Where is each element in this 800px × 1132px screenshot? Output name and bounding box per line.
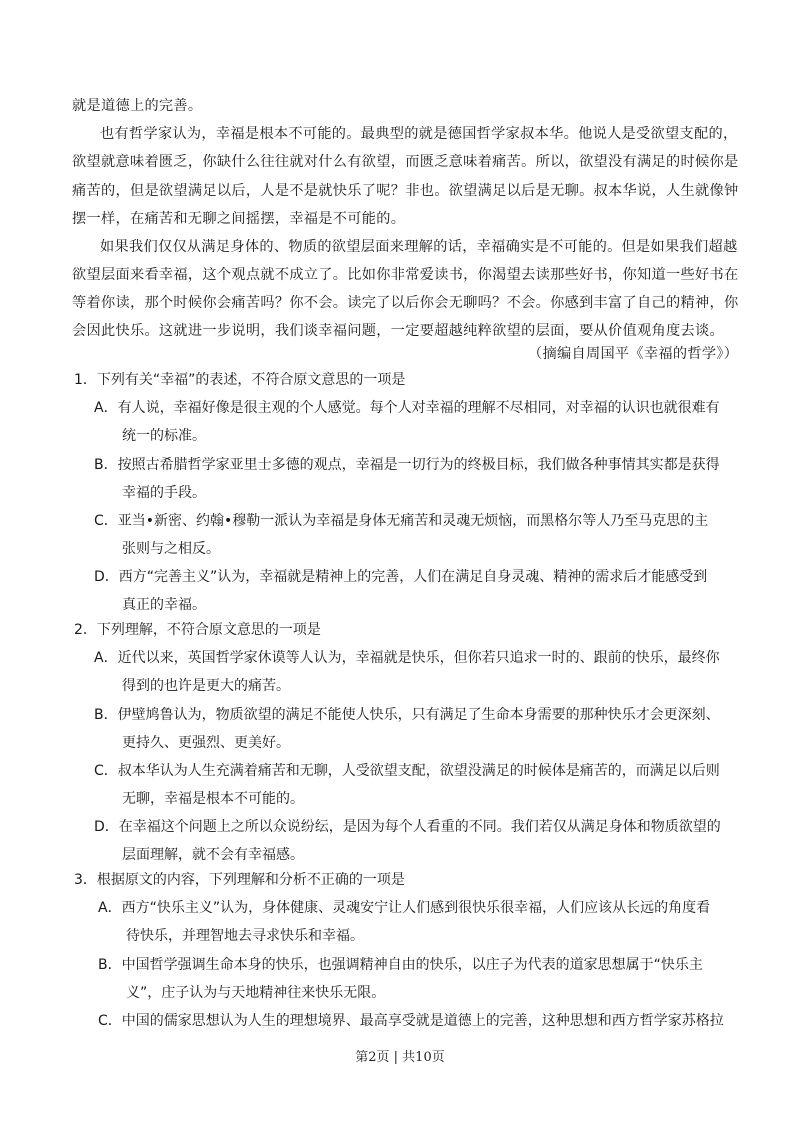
option-line: D．西方“完善主义”认为，幸福就是精神上的完善，人们在满足自身灵魂、精神的需求后才能感受到	[94, 569, 708, 585]
option-line: 无聊，幸福是根本不可能的。	[122, 791, 304, 807]
question-stem: 1．下列有关“幸福”的表述，不符合原文意思的一项是	[74, 372, 406, 388]
option-line: B．伊壁鸠鲁认为，物质欲望的满足不能使人快乐，只有满足了生命本身需要的那种快乐才会更深刻、	[94, 707, 720, 723]
passage-line: 摆一样，在痛苦和无聊之间摇摆，幸福是不可能的。	[72, 211, 406, 227]
option-line: D．在幸福这个问题上之所以众说纷纭，是因为每个人看重的不同。我们若仅从满足身体和物质欲望的	[94, 819, 721, 835]
option-line: B．中国哲学强调生命本身的快乐，也强调精神自由的快乐，以庄子为代表的道家思想属于“快乐主	[98, 957, 703, 973]
option-line: C．中国的儒家思想认为人生的理想境界、最高享受就是道德上的完善，这种思想和西方哲学家苏格拉	[98, 1013, 724, 1029]
option-line: 更持久、更强烈、更美好。	[122, 735, 290, 751]
option-line: 得到的也许是更大的痛苦。	[122, 678, 290, 694]
passage-line: 会因此快乐。这就进一步说明，我们谈幸福问题，一定要超越纯粹欲望的层面，要从价值观角度去谈。	[72, 323, 724, 339]
question-stem: 3．根据原文的内容，下列理解和分析不正确的一项是	[74, 872, 405, 888]
passage-line: 痛苦的，但是欲望满足以后，人是不是就快乐了呢？非也。欲望满足以后是无聊。叔本华说，人生就像钟	[72, 183, 739, 199]
option-line: A．西方“快乐主义”认为，身体健康、灵魂安宁让人们感到很快乐很幸福，人们应该从长远的角度看	[98, 900, 711, 916]
option-line: 统一的标准。	[122, 428, 206, 444]
option-line: C．叔本华认为人生充满着痛苦和无聊，人受欲望支配，欲望没满足的时候体是痛苦的，而满足以后则	[94, 763, 720, 779]
passage-line: 欲望层面来看幸福，这个观点就不成立了。比如你非常爱读书，你渴望去读那些好书，你知道一些好书在	[72, 267, 739, 283]
option-line: C．亚当•新密、约翰•穆勒一派认为幸福是身体无痛苦和灵魂无烦恼，而黑格尔等人乃至马克思的主	[94, 513, 709, 529]
option-line: 待快乐，并理智地去寻求快乐和幸福。	[126, 928, 364, 944]
passage-source: （摘编自周国平《幸福的哲学》）	[528, 346, 739, 362]
option-line: 义”，庄子认为与天地精神往来快乐无限。	[126, 985, 386, 1001]
option-line: 真正的幸福。	[122, 597, 206, 613]
passage-line: 就是道德上的完善。	[72, 98, 203, 114]
question-stem: 2．下列理解，不符合原文意思的一项是	[74, 622, 321, 638]
option-line: 幸福的手段。	[122, 485, 206, 501]
option-line: B．按照古希腊哲学家亚里士多德的观点，幸福是一切行为的终极目标，我们做各种事情其实都是获得	[94, 457, 720, 473]
passage-line: 等着你读，那个时候你会痛苦吗？你不会。读完了以后你会无聊吗？不会。你感到丰富了自己的精神，你	[72, 295, 739, 311]
passage-line: 欲望就意味着匮乏，你缺什么往往就对什么有欲望，而匮乏意味着痛苦。所以，欲望没有满足的时候你是	[72, 154, 739, 170]
passage-line: 也有哲学家认为，幸福是根本不可能的。最典型的就是德国哲学家叔本华。他说人是受欲望支配的，	[100, 126, 738, 142]
option-line: 层面理解，就不会有幸福感。	[122, 847, 304, 863]
option-line: A．近代以来，英国哲学家休谟等人认为，幸福就是快乐，但你若只追求一时的、跟前的快乐，最终你	[94, 650, 720, 666]
option-line: 张则与之相反。	[122, 541, 220, 557]
page-footer: 第2页 | 共10页	[355, 1050, 445, 1065]
passage-line: 如果我们仅仅从满足身体的、物质的欲望层面来理解的话，幸福确实是不可能的。但是如果我们超越	[100, 239, 738, 255]
option-line: A．有人说，幸福好像是很主观的个人感觉。每个人对幸福的理解不尽相同，对幸福的认识也就很难有	[94, 400, 720, 416]
